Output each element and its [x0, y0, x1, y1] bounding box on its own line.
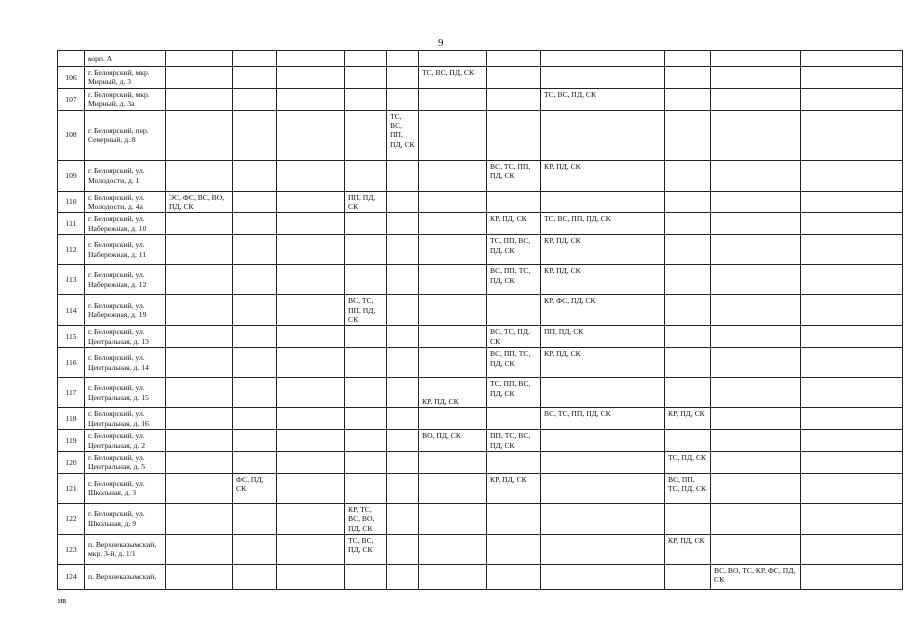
address-cell: г. Белоярский, мкр. Мирный, д. 3 [85, 67, 166, 89]
work-type-cell [665, 160, 711, 191]
work-type-cell [387, 191, 419, 213]
work-type-cell [801, 378, 903, 408]
address-cell: г. Белоярский, пер. Северный, д. 8 [85, 110, 166, 160]
work-type-cell [801, 430, 903, 452]
work-type-cell: КР, ПД, СК [487, 213, 541, 235]
work-type-cell [801, 160, 903, 191]
work-type-cell [801, 110, 903, 160]
work-type-cell: КР, ТС, ВС, ВО, ПД, СК [345, 503, 387, 534]
address-cell: г. Белоярский, ул. Центральная, д. 15 [85, 378, 166, 408]
table-row [58, 473, 903, 503]
work-type-cell [665, 503, 711, 534]
table-row [58, 160, 903, 191]
row-number-cell: 112 [58, 235, 85, 265]
work-type-cell [711, 348, 801, 378]
row-number-cell: 115 [58, 326, 85, 348]
table-row [58, 67, 903, 89]
work-type-cell [233, 51, 277, 67]
work-type-cell [277, 191, 345, 213]
work-type-cell [233, 534, 277, 564]
work-type-cell [665, 348, 711, 378]
work-type-cell [801, 67, 903, 89]
work-type-cell [387, 534, 419, 564]
work-type-cell [345, 378, 387, 408]
work-type-cell [277, 430, 345, 452]
work-type-cell [665, 67, 711, 89]
work-type-cell [277, 564, 345, 589]
work-type-cell [711, 110, 801, 160]
work-type-cell [711, 503, 801, 534]
work-type-cell [166, 235, 233, 265]
work-type-cell [233, 295, 277, 326]
address-cell: г. Белоярский, мкр. Мирный, д. 3а [85, 88, 166, 110]
work-type-cell [711, 451, 801, 473]
work-type-cell [387, 430, 419, 452]
work-type-cell [387, 295, 419, 326]
row-number-cell: 122 [58, 503, 85, 534]
work-type-cell [345, 160, 387, 191]
work-type-cell [166, 503, 233, 534]
work-type-cell [233, 378, 277, 408]
work-type-cell [345, 473, 387, 503]
row-number-cell: 120 [58, 451, 85, 473]
work-type-cell [665, 326, 711, 348]
work-type-cell [419, 408, 487, 430]
work-type-cell [233, 503, 277, 534]
work-type-cell [541, 430, 665, 452]
work-type-cell [345, 564, 387, 589]
work-type-cell [166, 430, 233, 452]
work-type-cell [487, 534, 541, 564]
work-type-cell: ПП, ПД, СК [345, 191, 387, 213]
work-type-cell [487, 67, 541, 89]
work-type-cell [711, 326, 801, 348]
table-row [58, 265, 903, 295]
work-type-cell [419, 295, 487, 326]
work-type-cell [541, 473, 665, 503]
work-type-cell [419, 473, 487, 503]
work-type-cell [277, 503, 345, 534]
work-type-cell [711, 265, 801, 295]
work-type-cell [801, 295, 903, 326]
work-type-cell [487, 451, 541, 473]
work-type-cell [419, 213, 487, 235]
work-type-cell [487, 503, 541, 534]
work-type-cell [345, 110, 387, 160]
work-type-cell [665, 295, 711, 326]
row-number-cell: 108 [58, 110, 85, 160]
table-row [58, 51, 903, 67]
work-type-cell [277, 408, 345, 430]
work-type-cell [277, 451, 345, 473]
work-type-cell: ВС, ПП, ТС, ПД, СК [665, 473, 711, 503]
work-type-cell [541, 51, 665, 67]
address-cell: п. Верхнеказымский, мкр. 3-й, д. 1/1 [85, 534, 166, 564]
work-type-cell [166, 295, 233, 326]
work-type-cell [277, 160, 345, 191]
work-type-cell [711, 235, 801, 265]
table-row [58, 88, 903, 110]
work-type-cell [387, 451, 419, 473]
work-type-cell: ВС, ТС, ПД, СК [487, 326, 541, 348]
row-number-cell: 111 [58, 213, 85, 235]
work-type-cell [419, 235, 487, 265]
work-type-cell: ПП, ПД, СК [541, 326, 665, 348]
work-type-cell [387, 235, 419, 265]
work-type-cell [801, 191, 903, 213]
work-type-cell [541, 67, 665, 89]
work-type-cell [277, 265, 345, 295]
work-type-cell [711, 213, 801, 235]
work-type-cell: ВО, ПД, СК [419, 430, 487, 452]
work-type-cell [419, 326, 487, 348]
row-number-cell: 116 [58, 348, 85, 378]
work-type-cell [387, 348, 419, 378]
work-type-cell [801, 408, 903, 430]
table-row [58, 191, 903, 213]
work-type-cell [711, 534, 801, 564]
work-type-cell [233, 451, 277, 473]
address-cell: г. Белоярский, ул. Центральная, д. 5 [85, 451, 166, 473]
table-row [58, 295, 903, 326]
address-cell: г. Белоярский, ул. Набережная, д. 10 [85, 213, 166, 235]
address-cell: г. Белоярский, ул. Центральная, д. 13 [85, 326, 166, 348]
work-type-cell [711, 295, 801, 326]
address-cell: г. Белоярский, ул. Набережная, д. 11 [85, 235, 166, 265]
work-type-cell [387, 408, 419, 430]
work-type-cell [665, 564, 711, 589]
work-type-cell [345, 235, 387, 265]
row-number-cell: 109 [58, 160, 85, 191]
work-type-cell [166, 110, 233, 160]
work-type-cell [541, 564, 665, 589]
work-type-cell [801, 326, 903, 348]
work-type-cell: ТС, ПП, ВС, ПД, СК [487, 235, 541, 265]
work-type-cell: КР, ПД, СК [665, 534, 711, 564]
work-type-cell: ВС, ПП, ТС, ПД, СК [487, 265, 541, 295]
work-type-cell [277, 348, 345, 378]
work-type-cell [345, 326, 387, 348]
work-type-cell [277, 51, 345, 67]
work-type-cell [801, 534, 903, 564]
row-number-cell [58, 51, 85, 67]
work-type-cell [801, 88, 903, 110]
address-cell: г. Белоярский, ул. Школьная, д. 9 [85, 503, 166, 534]
row-number-cell: 119 [58, 430, 85, 452]
work-type-cell [487, 191, 541, 213]
work-type-cell: ТС, ВС, ПД, СК [541, 88, 665, 110]
address-cell: г. Белоярский, ул. Набережная, д. 19 [85, 295, 166, 326]
table-body [58, 51, 903, 590]
row-number-cell: 113 [58, 265, 85, 295]
address-cell: г. Белоярский, ул. Молодости, д. 4а [85, 191, 166, 213]
work-type-cell [419, 451, 487, 473]
work-type-cell [419, 51, 487, 67]
work-type-cell [487, 295, 541, 326]
work-type-cell: КР, ПД, СК [419, 378, 487, 408]
works-schedule-table [57, 50, 903, 590]
work-type-cell [233, 88, 277, 110]
table-row [58, 503, 903, 534]
work-type-cell [166, 451, 233, 473]
table-row [58, 235, 903, 265]
row-number-cell: 117 [58, 378, 85, 408]
work-type-cell [166, 534, 233, 564]
work-type-cell [277, 378, 345, 408]
work-type-cell [801, 473, 903, 503]
row-number-cell: 124 [58, 564, 85, 589]
address-cell: г. Белоярский, ул. Центральная, д. 2 [85, 430, 166, 452]
work-type-cell [277, 235, 345, 265]
work-type-cell [166, 564, 233, 589]
address-cell: п. Верхнеказымский, [85, 564, 166, 589]
work-type-cell [233, 235, 277, 265]
work-type-cell: ТС, ВС, ПП, ПД, СК [541, 213, 665, 235]
table-row [58, 110, 903, 160]
work-type-cell [387, 51, 419, 67]
work-type-cell: КР, ПД, СК [541, 160, 665, 191]
table-row [58, 326, 903, 348]
footer-mark: ив [58, 596, 67, 605]
work-type-cell [233, 67, 277, 89]
work-type-cell [487, 564, 541, 589]
work-type-cell [277, 534, 345, 564]
work-type-cell [233, 160, 277, 191]
work-type-cell [801, 503, 903, 534]
work-type-cell [665, 213, 711, 235]
work-type-cell: КР, ПД, СК [665, 408, 711, 430]
work-type-cell [345, 88, 387, 110]
work-type-cell [233, 213, 277, 235]
work-type-cell [277, 67, 345, 89]
work-type-cell [665, 88, 711, 110]
work-type-cell [387, 378, 419, 408]
work-type-cell [387, 67, 419, 89]
work-type-cell [277, 326, 345, 348]
work-type-cell [166, 88, 233, 110]
work-type-cell: ТС, ВС, ПП, ПД, СК [387, 110, 419, 160]
work-type-cell: ВС, ТС, ПП, ПД, СК [345, 295, 387, 326]
work-type-cell: ЭС, ФС, ВС, ВО, ПД, СК [166, 191, 233, 213]
table-row [58, 451, 903, 473]
work-type-cell [345, 67, 387, 89]
work-type-cell [665, 51, 711, 67]
page-number: 9 [438, 37, 444, 49]
work-type-cell [419, 503, 487, 534]
work-type-cell [166, 51, 233, 67]
row-number-cell: 123 [58, 534, 85, 564]
work-type-cell [387, 88, 419, 110]
work-type-cell [665, 430, 711, 452]
table-row [58, 430, 903, 452]
work-type-cell [387, 160, 419, 191]
row-number-cell: 118 [58, 408, 85, 430]
work-type-cell [387, 326, 419, 348]
work-type-cell [487, 88, 541, 110]
work-type-cell [387, 564, 419, 589]
work-type-cell [665, 110, 711, 160]
work-type-cell [345, 265, 387, 295]
work-type-cell [387, 473, 419, 503]
work-type-cell [233, 408, 277, 430]
work-type-cell: ТС, ПП, ВС, ПД, СК [487, 378, 541, 408]
work-type-cell [277, 473, 345, 503]
table-row [58, 213, 903, 235]
work-type-cell [711, 160, 801, 191]
work-type-cell [541, 378, 665, 408]
row-number-cell: 110 [58, 191, 85, 213]
work-type-cell [711, 378, 801, 408]
work-type-cell [665, 265, 711, 295]
work-type-cell [166, 265, 233, 295]
work-type-cell [541, 451, 665, 473]
address-cell: корп. А [85, 51, 166, 67]
work-type-cell [711, 51, 801, 67]
work-type-cell [541, 191, 665, 213]
work-type-cell [166, 378, 233, 408]
work-type-cell: ТС, ВС, ПД, СК [419, 67, 487, 89]
work-type-cell [711, 473, 801, 503]
address-cell: г. Белоярский, ул. Школьная, д. 3 [85, 473, 166, 503]
work-type-cell [166, 67, 233, 89]
work-type-cell [419, 110, 487, 160]
work-type-cell [166, 326, 233, 348]
work-type-cell: КР, ПД, СК [541, 348, 665, 378]
work-type-cell [487, 51, 541, 67]
row-number-cell: 107 [58, 88, 85, 110]
work-type-cell [419, 534, 487, 564]
work-type-cell [541, 534, 665, 564]
work-type-cell: КР, ПД, СК [541, 265, 665, 295]
work-type-cell [277, 295, 345, 326]
work-type-cell [711, 430, 801, 452]
work-type-cell [166, 473, 233, 503]
work-type-cell [419, 564, 487, 589]
work-type-cell [233, 564, 277, 589]
work-type-cell [419, 160, 487, 191]
work-type-cell [419, 191, 487, 213]
work-type-cell [711, 191, 801, 213]
row-number-cell: 106 [58, 67, 85, 89]
work-type-cell: ТС, ВС, ПД, СК [345, 534, 387, 564]
work-type-cell [801, 265, 903, 295]
work-type-cell [541, 110, 665, 160]
table-row [58, 348, 903, 378]
work-type-cell [711, 67, 801, 89]
work-type-cell [345, 451, 387, 473]
address-cell: г. Белоярский, ул. Набережная, д. 12 [85, 265, 166, 295]
work-type-cell [233, 430, 277, 452]
work-type-cell: КР, ФС, ПД, СК [541, 295, 665, 326]
work-type-cell [711, 88, 801, 110]
work-type-cell [387, 265, 419, 295]
address-cell: г. Белоярский, ул. Центральная, д. 16 [85, 408, 166, 430]
work-type-cell [277, 110, 345, 160]
row-number-cell: 121 [58, 473, 85, 503]
work-type-cell: ВС, ТС, ПП, ПД, СК [487, 160, 541, 191]
work-type-cell: ВС, ВО, ТС, КР, ФС, ПД, СК [711, 564, 801, 589]
work-type-cell: ФС, ПД, СК [233, 473, 277, 503]
work-type-cell [387, 213, 419, 235]
work-type-cell [419, 88, 487, 110]
work-type-cell: ВС, ТС, ПП, ПД, СК [541, 408, 665, 430]
address-cell: г. Белоярский, ул. Молодости, д. 1 [85, 160, 166, 191]
work-type-cell [233, 265, 277, 295]
work-type-cell: ВС, ПП, ТС, ПД, СК [487, 348, 541, 378]
work-type-cell [801, 348, 903, 378]
work-type-cell [277, 213, 345, 235]
work-type-cell [233, 348, 277, 378]
work-type-cell [801, 451, 903, 473]
work-type-cell [166, 213, 233, 235]
work-type-cell [345, 51, 387, 67]
work-type-cell [277, 88, 345, 110]
work-type-cell [665, 191, 711, 213]
work-type-cell: ПП, ТС, ВС, ПД, СК [487, 430, 541, 452]
work-type-cell [419, 348, 487, 378]
work-type-cell [487, 110, 541, 160]
work-type-cell [345, 430, 387, 452]
work-type-cell [665, 378, 711, 408]
work-type-cell [541, 503, 665, 534]
work-type-cell: КР, ПД, СК [541, 235, 665, 265]
work-type-cell [233, 110, 277, 160]
work-type-cell [345, 213, 387, 235]
work-type-cell [419, 265, 487, 295]
work-type-cell [166, 348, 233, 378]
work-type-cell [233, 191, 277, 213]
work-type-cell [166, 160, 233, 191]
work-type-cell [801, 213, 903, 235]
work-type-cell [233, 326, 277, 348]
table-row [58, 378, 903, 408]
table-row [58, 564, 903, 589]
address-cell: г. Белоярский, ул. Центральная, д. 14 [85, 348, 166, 378]
work-type-cell [801, 51, 903, 67]
work-type-cell [387, 503, 419, 534]
table-row [58, 408, 903, 430]
work-type-cell [345, 408, 387, 430]
work-type-cell [487, 408, 541, 430]
work-type-cell [801, 235, 903, 265]
work-type-cell: КР, ПД, СК [487, 473, 541, 503]
work-type-cell [665, 235, 711, 265]
table-row [58, 534, 903, 564]
row-number-cell: 114 [58, 295, 85, 326]
work-type-cell [166, 408, 233, 430]
work-type-cell [711, 408, 801, 430]
work-type-cell: ТС, ПД, СК [665, 451, 711, 473]
work-type-cell [801, 564, 903, 589]
work-type-cell [345, 348, 387, 378]
